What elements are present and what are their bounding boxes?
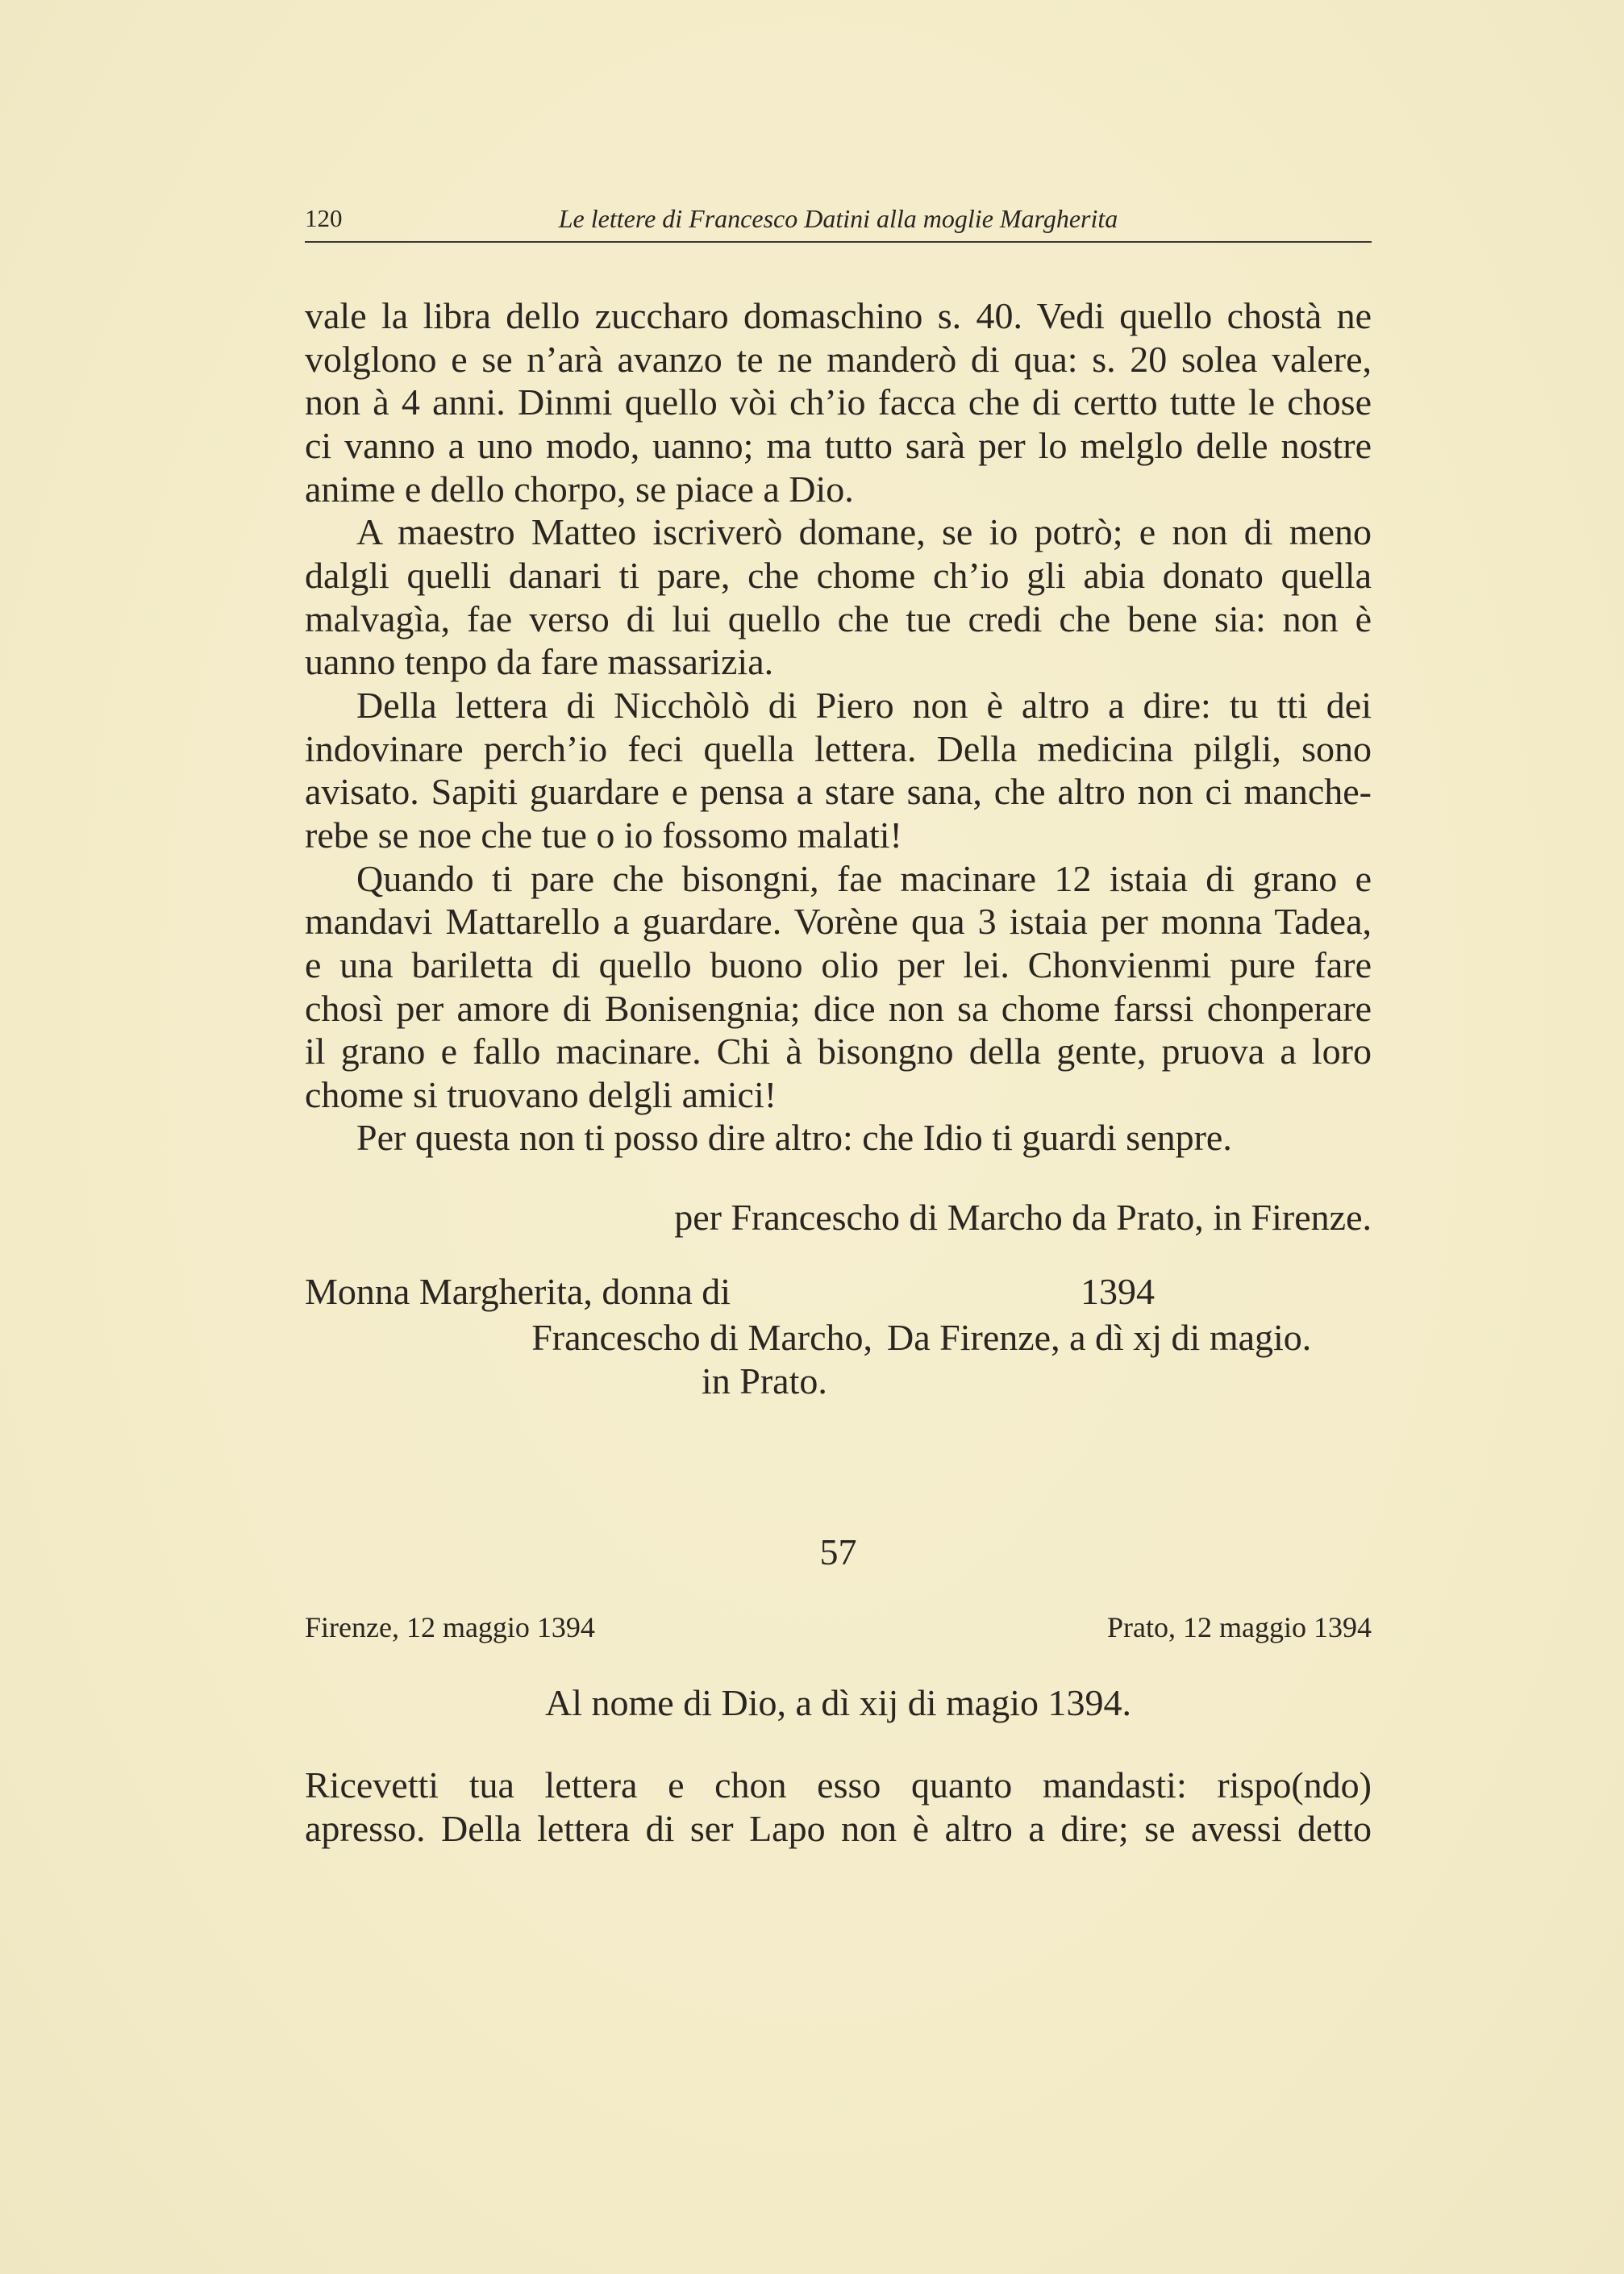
text-line: dalgli quelli danari ti pare, che chome ch’io gli abia donato quella: [305, 554, 1372, 596]
text-line: vale la libra dello zuccharo domaschino s. 40. Vedi quello chostà ne: [305, 295, 1372, 336]
letter-paragraph: [305, 684, 1372, 857]
text-line: A maestro Matteo iscriverò domane, se io potrò; e non di meno: [356, 511, 1372, 553]
letter-paragraph: [305, 1116, 1372, 1160]
text-line: il grano e fallo macinare. Chi à bisongno della gente, pruova a loro: [305, 1031, 1372, 1072]
text-line: volglono e se n’arà avanzo te ne manderò di qua: s. 20 solea valere,: [305, 338, 1372, 380]
text-line: malvagìa, fae verso di lui quello che tue credi che bene sia: non è: [305, 598, 1372, 639]
recipient-line: in Prato.: [702, 1360, 827, 1401]
text-line: mandavi Mattarello a guardare. Vorène qua 3 istaia per monna Tadea,: [305, 901, 1372, 943]
letter-text: [305, 1764, 1372, 1850]
letter-date-from: Firenze, 12 maggio 1394: [305, 1611, 595, 1643]
text-line: Della lettera di Nicchòlò di Piero non è altro a dire: tu tti dei: [356, 684, 1372, 726]
text-line: e una bariletta di quello buono olio per lei. Chonvienmi pure fare: [305, 943, 1372, 985]
text-line: rebe se noe che tue o io fossomo malati!: [305, 814, 902, 856]
letter-body: [305, 294, 1372, 1160]
text-line: Quando ti pare che bisongni, fae macinare 12 istaia di grano e: [356, 857, 1372, 899]
text-line: apresso. Della lettera di ser Lapo non è altro a dire; se avessi detto: [305, 1807, 1372, 1849]
page-number: 120: [305, 204, 343, 232]
text-line: Per questa non ti posso dire altro: che Idio ti guardi senpre.: [356, 1117, 1232, 1159]
address-year: 1394: [1081, 1271, 1155, 1312]
text-line: anime e dello chorpo, se piace a Dio.: [305, 468, 854, 510]
recipient-line: Francescho di Marcho,: [531, 1317, 872, 1358]
running-title: Le lettere di Francesco Datini alla moglie Margherita: [558, 204, 1118, 233]
recipient-line: Monna Margherita, donna di: [305, 1271, 731, 1312]
letter-number: 57: [819, 1531, 857, 1572]
text-line: ci vanno a uno modo, uanno; ma tutto sarà per lo melglo delle nostre: [305, 424, 1372, 466]
letter-paragraph: [305, 510, 1372, 684]
text-line: chome si truovano delgli amici!: [305, 1073, 777, 1115]
letter-heading: Al nome di Dio, a dì xij di magio 1394.: [545, 1682, 1131, 1723]
letter-date-to: Prato, 12 maggio 1394: [1107, 1611, 1372, 1643]
text-line: uanno tenpo da fare massarizia.: [305, 641, 774, 683]
text-line: non à 4 anni. Dinmi quello vòi ch’io facca che di certto tutte le chose: [305, 381, 1372, 423]
text-line: indovinare perch’io feci quella lettera. Della medicina pilgli, sono: [305, 727, 1372, 769]
letter-paragraph: [305, 857, 1372, 1117]
letter-paragraph: [305, 294, 1372, 510]
text-line: Ricevetti tua lettera e chon esso quanto mandasti: rispo(ndo): [305, 1764, 1372, 1805]
address-dateline: Da Firenze, a dì xj di magio.: [887, 1317, 1312, 1358]
sender-line: per Francescho di Marcho da Prato, in Firenze.: [674, 1197, 1372, 1238]
header-rule: [305, 241, 1372, 243]
text-line: chosì per amore di Bonisengnia; dice non sa chome farssi chonperare: [305, 987, 1372, 1029]
text-line: avisato. Sapiti guardare e pensa a stare sana, che altro non ci manche-: [305, 771, 1372, 813]
